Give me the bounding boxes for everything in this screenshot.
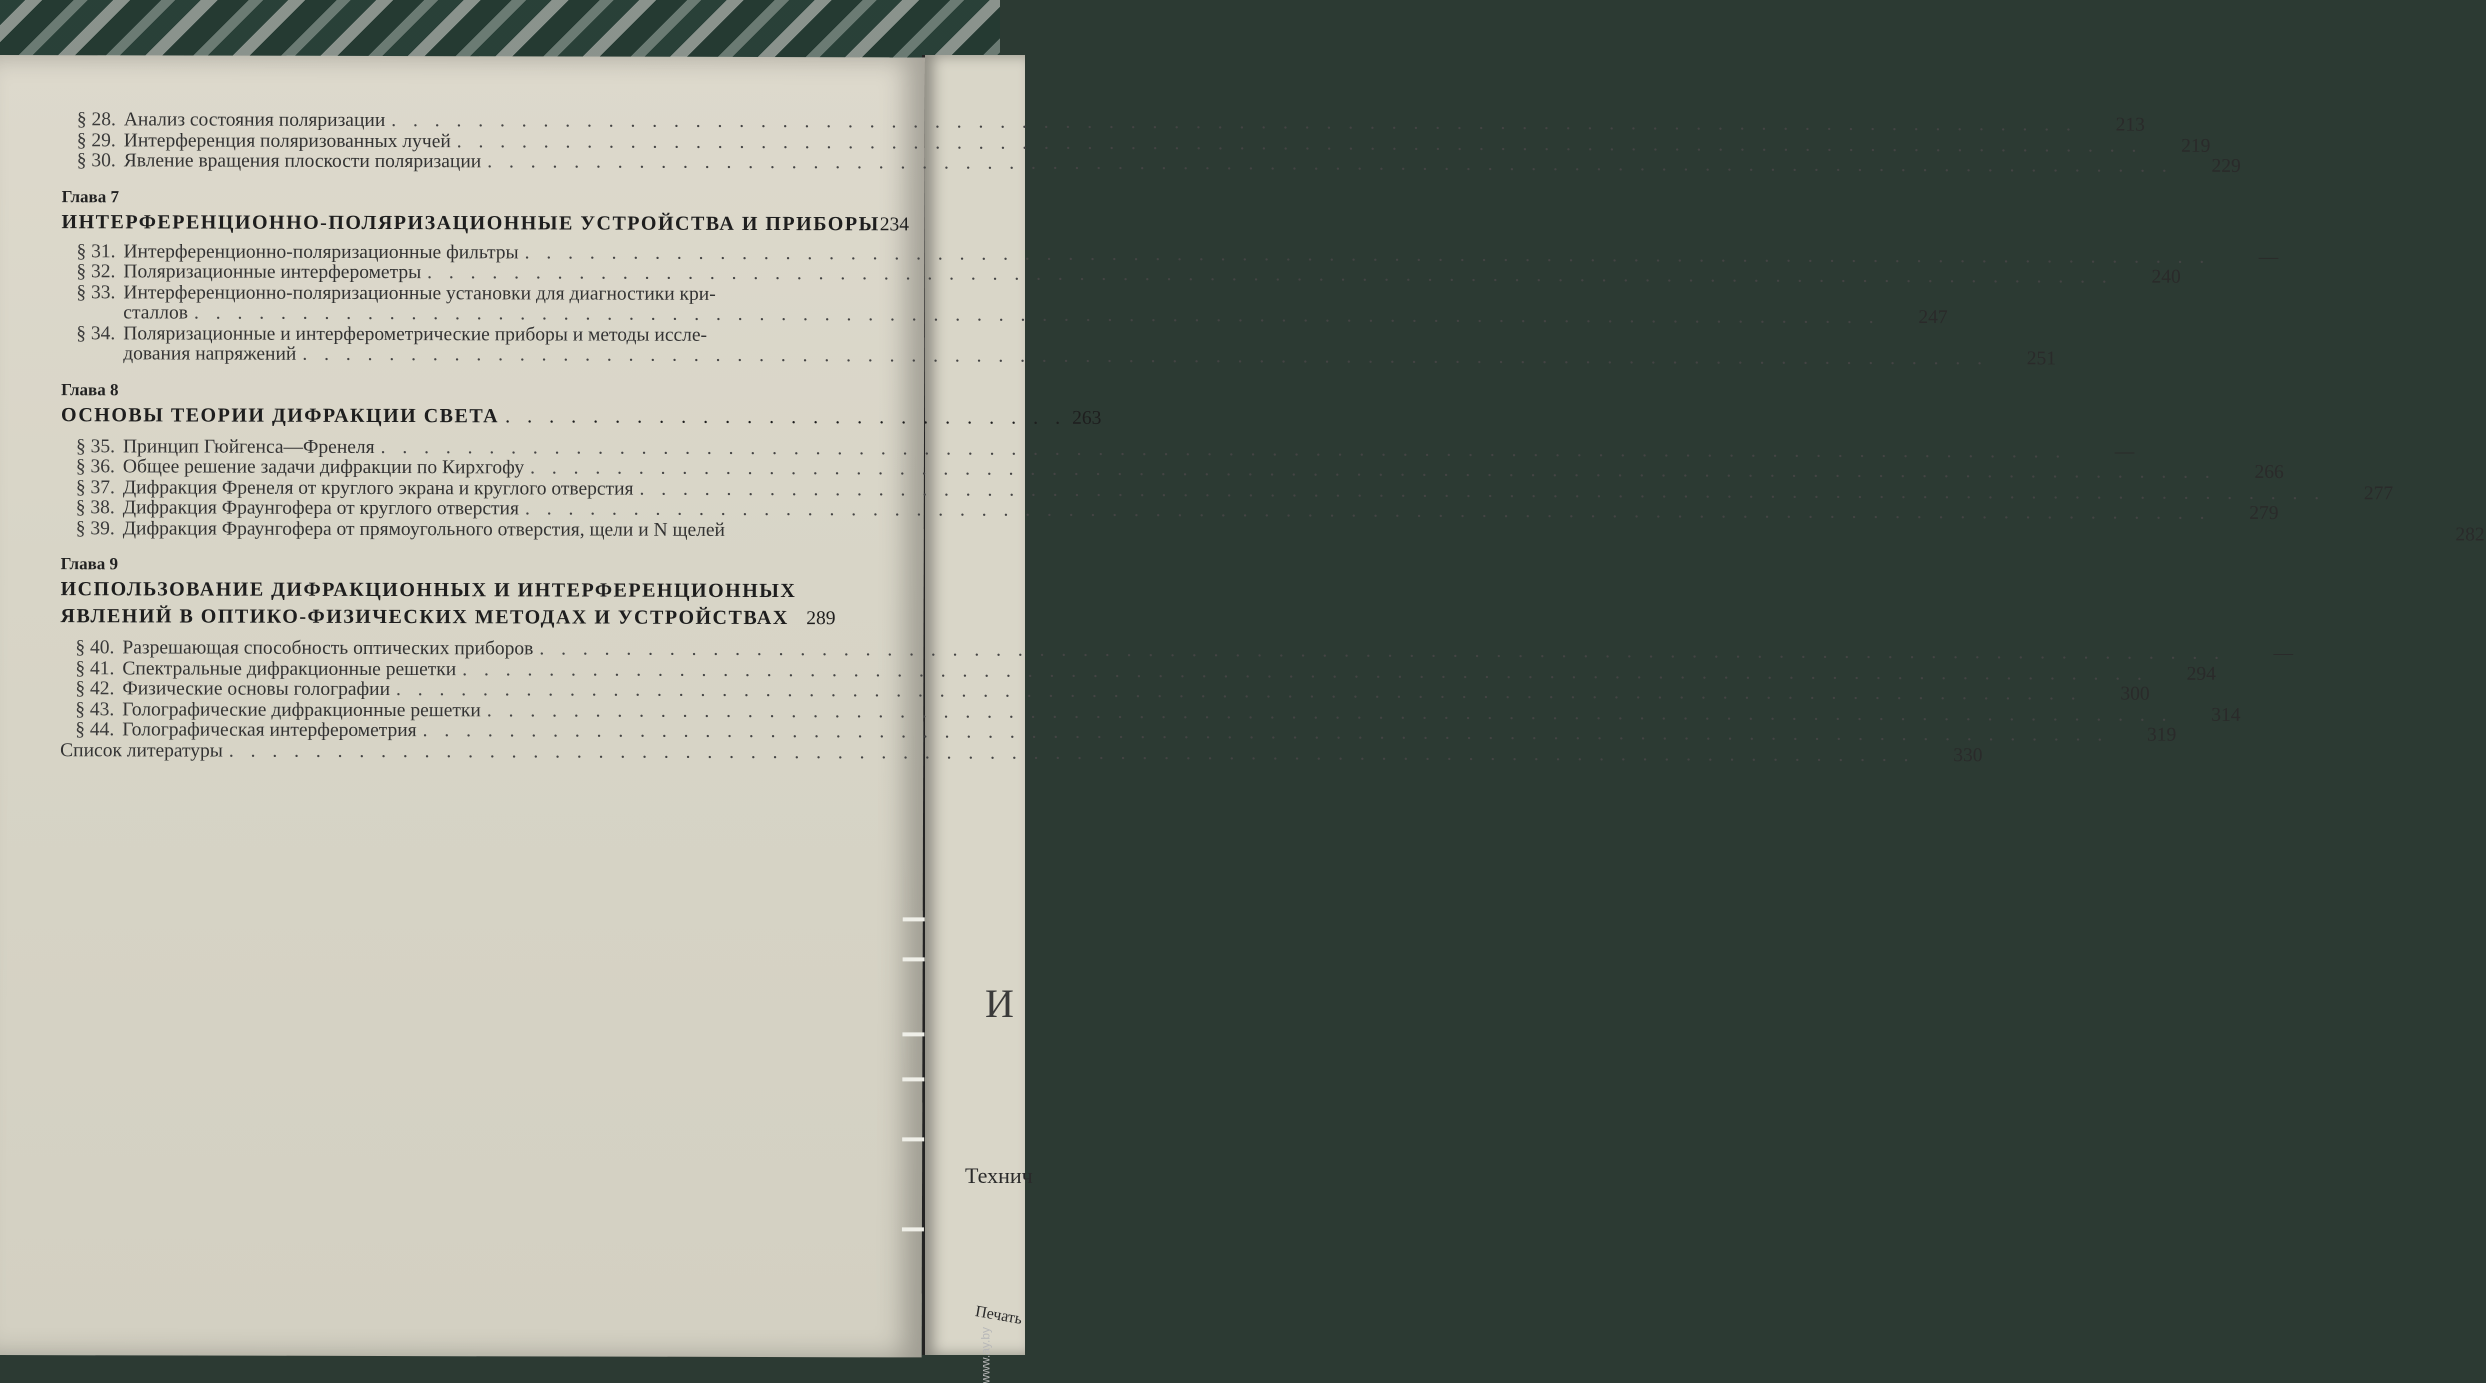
toc-entry: [60, 679, 835, 702]
section-number: § 34.: [76, 324, 123, 345]
section-number: § 32.: [76, 262, 123, 283]
right-page-word: Технич: [965, 1163, 1033, 1189]
page-number: 247: [1892, 308, 1948, 329]
binding-stitch: [902, 1227, 924, 1231]
page-number: 289: [789, 605, 836, 632]
section-title: Дифракция Френеля от круглого экрана и круглого отверстия: [123, 478, 634, 500]
section-title: Разрешающая способность оптических приборов: [122, 638, 533, 660]
page-number: 282: [2429, 525, 2485, 546]
chapter-title-text: ЯВЛЕНИЙ В ОПТИКО-ФИЗИЧЕСКИХ МЕТОДАХ И УСТРОЙСТВАХ: [60, 603, 788, 632]
binding-stitch: [902, 1077, 924, 1081]
leader-dots: [487, 152, 2173, 177]
binding-stitch: [902, 1137, 924, 1141]
toc-entry: [60, 638, 835, 661]
section-number: § 40.: [75, 638, 122, 659]
section-number: § 41.: [75, 659, 122, 680]
page-number: 234: [880, 211, 909, 238]
section-number: § 33.: [76, 283, 123, 304]
section-number: § 38.: [76, 498, 123, 519]
section-title: Интерференционно-поляризационные фильтры: [123, 242, 518, 264]
section-number: § 36.: [76, 457, 123, 478]
section-title: Спектральные дифракционные решетки: [122, 659, 456, 680]
toc-entry-continuation: [61, 344, 836, 367]
page-number: 251: [2000, 349, 2056, 370]
page-number: 229: [2185, 157, 2241, 178]
section-title: Интерференционно-поляризационные установки для диагностики кри-: [123, 283, 715, 305]
book-page: [0, 55, 925, 1357]
section-number: § 44.: [75, 720, 122, 741]
toc-entry-continuation: [61, 303, 836, 326]
toc-entry: [62, 151, 837, 174]
section-title-continuation: дования напряжений: [123, 344, 296, 365]
chapter-label: Глава 9: [61, 554, 836, 576]
bibliography-title: Список литературы: [60, 741, 223, 762]
chapter-title: [62, 209, 837, 238]
watermark-text: www.ay.by: [978, 1327, 992, 1383]
section-number: § 35.: [76, 437, 123, 458]
chapter-label: Глава 7: [62, 187, 837, 209]
section-number: § 28.: [77, 110, 124, 131]
section-title: Явление вращения плоскости поляризации: [124, 151, 482, 172]
chapter-title-text: ИНТЕРФЕРЕНЦИОННО-ПОЛЯРИЗАЦИОННЫЕ УСТРОЙСТВА И ПРИБОРЫ: [62, 209, 880, 238]
section-number: § 39.: [76, 519, 123, 540]
section-title: Физические основы голографии: [122, 679, 390, 700]
chapter-title: [61, 402, 836, 431]
chapter-label: Глава 8: [61, 380, 836, 402]
chapter-title-line-2: [60, 603, 835, 632]
page-number: 213: [2089, 115, 2145, 136]
leader-dots: [302, 345, 1988, 370]
leader-dots: [229, 741, 1915, 766]
section-title-continuation: сталлов: [123, 303, 188, 324]
page-number: 319: [2120, 726, 2176, 747]
section-title: Дифракция Фраунгофера от прямоугольного отверстия, щели и N щелей: [123, 519, 725, 541]
chapter-title-text: ОСНОВЫ ТЕОРИИ ДИФРАКЦИИ СВЕТА: [61, 402, 499, 430]
page-number: 294: [2160, 664, 2216, 685]
chapter-title-text: ИСПОЛЬЗОВАНИЕ ДИФРАКЦИОННЫХ И ИНТЕРФЕРЕНЦИОННЫХ: [61, 576, 836, 605]
leader-dots: [505, 403, 1066, 431]
chapter-title-line-1: [61, 576, 836, 605]
page-number: —: [2078, 442, 2134, 463]
page-number: —: [2222, 247, 2278, 268]
toc-entry: [62, 110, 837, 133]
page-number: 277: [2337, 484, 2393, 505]
binding-stitch: [903, 917, 925, 921]
right-page-letter: И: [985, 980, 1014, 1027]
page-number: —: [2237, 644, 2293, 665]
section-number: § 29.: [77, 131, 124, 152]
section-title: Общее решение задачи дифракции по Кирхгофу: [123, 457, 524, 479]
page-number: 263: [1072, 404, 1101, 431]
table-of-contents: [60, 110, 837, 763]
section-title: Дифракция Фраунгофера от круглого отверстия: [123, 498, 519, 520]
toc-entry-bibliography: [60, 741, 835, 764]
sections-top: [62, 110, 837, 174]
section-number: § 42.: [75, 679, 122, 700]
right-page-word-2: Печать: [974, 1303, 1024, 1329]
section-title: Принцип Гюйгенса—Френеля: [123, 437, 375, 458]
section-number: § 30.: [77, 151, 124, 172]
binding-stitch: [902, 1032, 924, 1036]
toc-entry: [61, 262, 836, 285]
toc-entry: [61, 457, 836, 480]
page-number: 330: [1927, 746, 1983, 767]
section-title: Интерференция поляризованных лучей: [124, 131, 451, 152]
page-number: 219: [2154, 136, 2210, 157]
binding-stitch: [903, 957, 925, 961]
toc-entry: [61, 519, 836, 542]
toc-entry: [61, 498, 836, 521]
section-title: Поляризационные и интерферометрические приборы и методы иссле-: [123, 324, 707, 346]
section-title: Голографические дифракционные решетки: [122, 700, 481, 721]
toc-entry: [60, 720, 835, 743]
section-title: Поляризационные интерферометры: [123, 262, 421, 283]
page-number: 266: [2228, 463, 2284, 484]
section-number: § 31.: [76, 242, 123, 263]
page-number: 279: [2223, 504, 2279, 525]
section-number: § 43.: [75, 700, 122, 721]
page-number: 240: [2125, 268, 2181, 289]
section-title: Голографическая интерферометрия: [122, 720, 416, 741]
section-number: § 37.: [76, 478, 123, 499]
page-number: 300: [2094, 684, 2150, 705]
page-number: 314: [2184, 705, 2240, 726]
section-title: Анализ состояния поляризации: [124, 110, 386, 131]
